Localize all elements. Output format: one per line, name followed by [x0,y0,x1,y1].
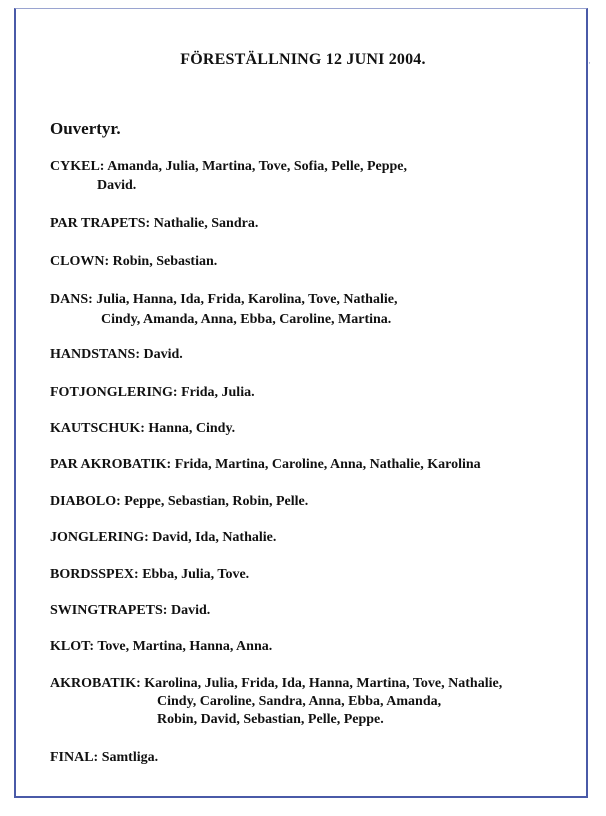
act-label: DANS: [50,292,93,307]
act-label: CYKEL: [50,159,105,174]
act-label: KAUTSCHUK: [50,421,145,436]
act-performers: David. [170,603,211,618]
overture-heading: Ouvertyr. [50,119,121,138]
act-label: FOTJONGLERING: [50,385,178,400]
act-label: CLOWN: [50,254,110,269]
act-klot [50,639,272,655]
act-cykel [50,159,407,175]
act-fotjonglering [50,385,255,401]
act-label: JONGLERING: [50,530,149,545]
act-dans [50,292,397,308]
act-performers: Ebba, Julia, Tove. [142,567,250,582]
act-handstans [50,347,183,363]
act-label: FINAL: [50,750,99,765]
act-performers: Tove, Martina, Hanna, Anna. [97,639,273,654]
act-performers: Amanda, Julia, Martina, Tove, Sofia, Pelle, Peppe, [107,159,408,174]
act-label: AKROBATIK: [50,676,141,691]
act-performers: Julia, Hanna, Ida, Frida, Karolina, Tove, Nathalie, [96,292,398,307]
act-final [50,750,158,766]
act-akrobatik-continued [157,712,384,728]
act-performers: Hanna, Cindy. [148,421,236,436]
act-label: BORDSSPEX: [50,567,139,582]
act-label: DIABOLO: [50,494,121,509]
act-diabolo [50,494,308,510]
act-par-trapets [50,216,258,232]
act-swingtrapets [50,603,210,619]
act-performers: David. [97,178,137,193]
act-performers: Robin, David, Sebastian, Pelle, Peppe. [157,712,384,727]
act-akrobatik-continued [157,694,441,710]
act-label: PAR AKROBATIK: [50,457,172,472]
act-performers: Samtliga. [101,750,159,765]
act-akrobatik [50,676,502,692]
act-performers: Frida, Julia. [181,385,255,400]
act-label: KLOT: [50,639,95,654]
act-performers: Cindy, Caroline, Sandra, Anna, Ebba, Amanda, [157,694,442,709]
act-clown [50,254,217,270]
scan-mark: · [588,58,591,68]
act-performers: Robin, Sebastian. [112,254,218,269]
act-par-akrobatik [50,457,481,473]
act-performers: Peppe, Sebastian, Robin, Pelle. [124,494,309,509]
act-label: PAR TRAPETS: [50,216,151,231]
act-performers: Cindy, Amanda, Anna, Ebba, Caroline, Martina. [101,312,392,327]
act-label: HANDSTANS: [50,347,140,362]
act-jonglering [50,530,276,546]
act-performers: Nathalie, Sandra. [153,216,259,231]
act-bordsspex [50,567,249,583]
act-cykel-continued [97,178,136,194]
act-performers: Frida, Martina, Caroline, Anna, Nathalie, Karolina [174,457,481,472]
act-performers: Karolina, Julia, Frida, Ida, Hanna, Martina, Tove, Nathalie, [144,676,503,691]
act-performers: David. [143,347,183,362]
act-label: SWINGTRAPETS: [50,603,168,618]
act-dans-continued [101,312,391,328]
act-kautschuk [50,421,235,437]
document-title: FÖRESTÄLLNING 12 JUNI 2004. [180,51,426,68]
act-performers: David, Ida, Nathalie. [152,530,277,545]
